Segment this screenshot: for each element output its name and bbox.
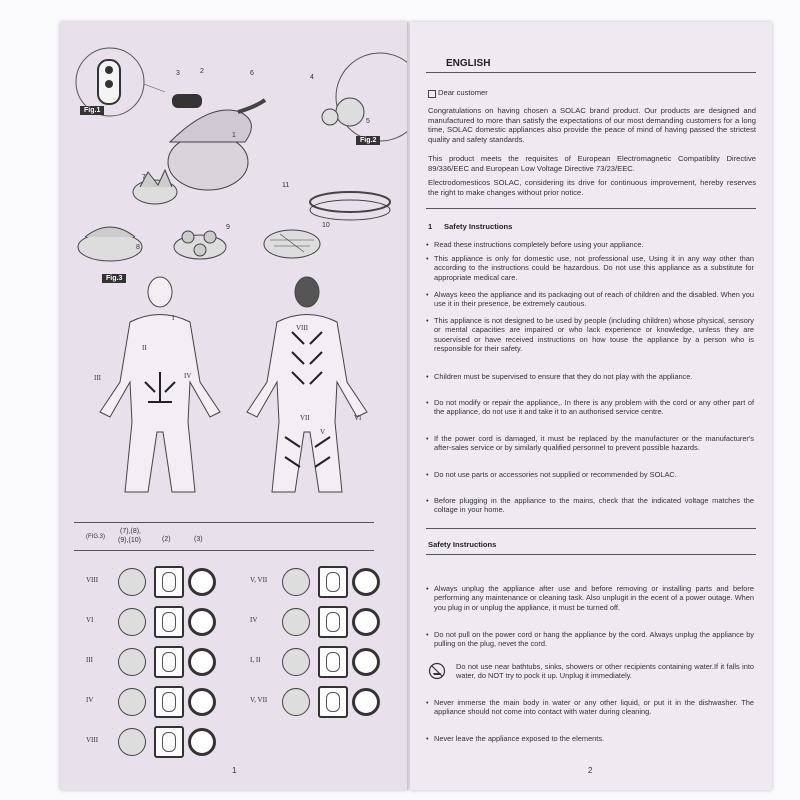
attachment-icon <box>118 648 146 676</box>
row-label: III <box>86 656 93 664</box>
speed-dial-icon <box>352 648 380 676</box>
row-label: V, VII <box>250 696 268 704</box>
callout-5: 5 <box>366 118 370 125</box>
selector-switch-icon <box>154 646 184 678</box>
table-divider <box>74 522 374 523</box>
zone-IV: IV <box>184 372 192 380</box>
safety-bullet: Do not use near bathtubs, sinks, showers or other recipients containing water.If it falls into water, do NOT try to pock it up. Unplug it immediately. <box>456 662 754 681</box>
section2-title: Safety Instructions <box>428 540 497 549</box>
zone-II: II <box>142 344 147 352</box>
attachment-icon <box>282 608 310 636</box>
callout-11: 11 <box>282 182 290 189</box>
fig2-label: Fig.2 <box>356 136 380 145</box>
safety-bullet: • Children must be supervised to ensure that they do not play with the appliance. <box>434 372 754 381</box>
table-header-2: (2) <box>162 536 171 543</box>
attachment-icon <box>282 568 310 596</box>
attachment-icon <box>282 688 310 716</box>
section-divider <box>426 528 756 529</box>
callout-6: 6 <box>250 70 254 77</box>
callout-2: 2 <box>200 68 204 75</box>
row-label: IV <box>250 616 258 624</box>
callout-7: 7 <box>142 174 146 181</box>
body-diagram <box>60 262 408 512</box>
row-label: VIII <box>86 736 99 744</box>
table-header-attachments-b: (9),(10) <box>118 537 141 544</box>
page-number: 2 <box>588 766 593 775</box>
zone-I: I <box>172 314 175 322</box>
table-header-attachments-a: (7),(8), <box>120 528 141 535</box>
callout-8: 8 <box>136 244 140 251</box>
callout-3: 3 <box>176 70 180 77</box>
row-label: IV <box>86 696 94 704</box>
safety-bullet: • Never immerse the main body in water or any other liquid, or put it in the dishwasher. The appliance should not come into contact with water during cleaning. <box>434 698 754 717</box>
callout-9: 9 <box>226 224 230 231</box>
device-illustration <box>60 22 408 282</box>
zone-VII: VII <box>300 414 310 422</box>
speed-dial-icon <box>188 568 216 596</box>
fig3-label: Fig.3 <box>102 274 126 283</box>
table-header-3: (3) <box>194 536 203 543</box>
row-label: VIII <box>86 576 99 584</box>
intro-paragraph: Electrodomesticos SOLAC, considering its drive for continuous improvement, hereby reserves the right to make changes without prior notice. <box>428 178 756 197</box>
selector-switch-icon <box>154 726 184 758</box>
zone-V: V <box>320 428 326 436</box>
safety-bullet: • Do not modify or repair the appliance,. In there is any problem with the cord or any other part of the appliance, do not use it and take it to an authorised service centre. <box>434 398 754 417</box>
page-title: ENGLISH <box>446 58 491 69</box>
fig1-label: Fig.1 <box>80 106 104 115</box>
section1-title: Safety Instructions <box>444 222 513 231</box>
intro-paragraph: Congratulations on having chosen a SOLAC brand product. Our products are designed and manufactured to more than satisfy the expectations of our most demanding customers for a long time, SOLAC domestic appliances also provide the peace of mind of having passed the strictest quality and safety standards. <box>428 106 756 144</box>
speed-dial-icon <box>188 648 216 676</box>
selector-switch-icon <box>318 646 348 678</box>
safety-bullet: • This appliance is not designed to be used by people (including children) whose physical, sensory or mental capacities are impaired or who lack experience or knowledge, unless they are suoervised or have received instructions on how touse the appliance by a person who is responsible for their safety. <box>434 316 754 353</box>
selector-switch-icon <box>154 566 184 598</box>
greeting-checkbox-icon <box>428 90 436 98</box>
speed-dial-icon <box>352 608 380 636</box>
table-header-fig3: (FIG.3) <box>86 534 105 540</box>
safety-bullet: • Never leave the appliance exposed to the elements. <box>434 734 754 743</box>
selector-switch-icon <box>318 566 348 598</box>
safety-bullet: • Before plugging in the appliance to the mains, check that the indicated voltage matches the coltage in your home. <box>434 496 754 515</box>
safety-bullet: • Do not pull on the power cord or hang the appliance by the cord. Always unplug the appliance by pulling on the plug, nevet the cord. <box>434 630 754 649</box>
selector-switch-icon <box>154 686 184 718</box>
page-number: 1 <box>232 766 237 775</box>
right-page <box>410 22 772 790</box>
safety-bullet: • Do not use parts or accessories not supplied or recommended by SOLAC. <box>434 470 754 479</box>
selector-switch-icon <box>318 686 348 718</box>
speed-dial-icon <box>352 568 380 596</box>
selector-switch-icon <box>318 606 348 638</box>
callout-10: 10 <box>322 222 330 229</box>
left-page <box>60 22 408 790</box>
safety-bullet: • This appliance is only for domestic use, not professional use, Using it in any way other than according to the instructions could be hazardous. Do not use this appliance as a substitute for appropriate medical care. <box>434 254 754 282</box>
selector-switch-icon <box>154 606 184 638</box>
row-label: I, II <box>250 656 261 664</box>
no-water-warning-icon <box>428 662 446 680</box>
speed-dial-icon <box>352 688 380 716</box>
safety-bullet: • Always unplug the appliance after use and before removing or installing parts and before performing any maintenance or cleaning task. Also unplugit in the ecent of a power outage. When you plug in or unplug the appliance, it must be turned off. <box>434 584 754 612</box>
callout-1: 1 <box>232 132 236 139</box>
attachment-icon <box>118 728 146 756</box>
zone-VI: VI <box>354 414 362 422</box>
speed-dial-icon <box>188 688 216 716</box>
safety-bullet: • Always keeo the appliance and its packaqing out of reach of children and the disabled. When you use it in their presence, be extremely cautious. <box>434 290 754 309</box>
zone-III: III <box>94 374 101 382</box>
attachment-icon <box>282 648 310 676</box>
attachment-icon <box>118 688 146 716</box>
attachment-icon <box>118 568 146 596</box>
intro-paragraph: This product meets the requisites of European Electromagnetic Compatiblity Directive 89/336/EEC and European Low Voltage Directive 73/23/EEC. <box>428 154 756 173</box>
speed-dial-icon <box>188 728 216 756</box>
safety-bullet: • Read these instructions completely before using your appliance. <box>434 240 754 249</box>
language-header <box>426 58 756 73</box>
section-divider <box>426 208 756 209</box>
zone-VIII: VIII <box>296 324 309 332</box>
table-divider-2 <box>74 550 374 551</box>
attachment-icon <box>118 608 146 636</box>
section1-number: 1 <box>428 222 433 231</box>
safety-bullet: • If the power cord is damaged, it must be replaced by the manufacturer or the manufacturer's after-sales service or by similarly qualified personnel to prevent possible hazards. <box>434 434 754 453</box>
greeting: Dear customer <box>438 88 488 97</box>
section-divider <box>426 554 756 555</box>
speed-dial-icon <box>188 608 216 636</box>
row-label: VI <box>86 616 94 624</box>
callout-4: 4 <box>310 74 314 81</box>
row-label: V, VII <box>250 576 268 584</box>
